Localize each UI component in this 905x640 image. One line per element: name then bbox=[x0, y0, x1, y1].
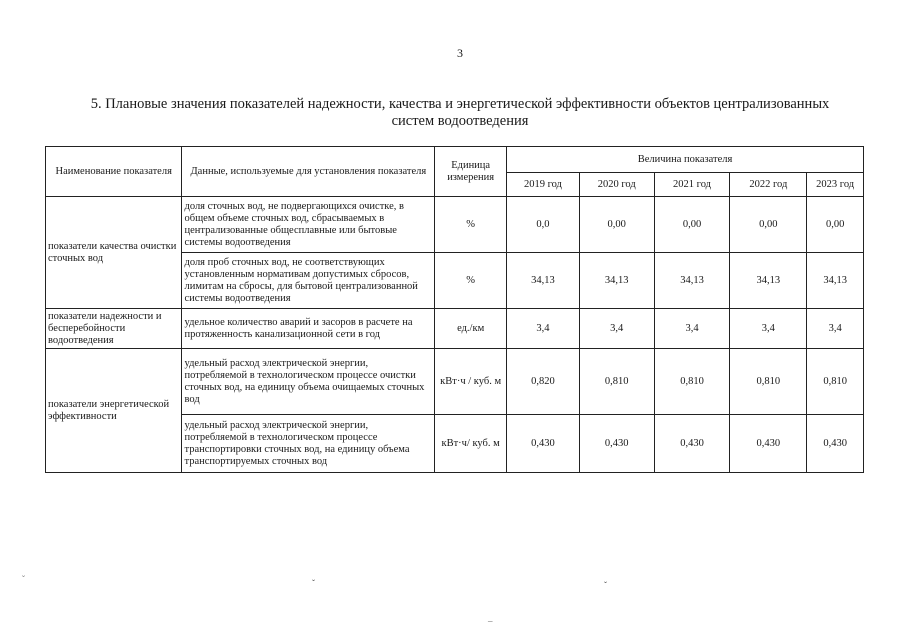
value-2023: 0,810 bbox=[807, 349, 864, 415]
header-data: Данные, используемые для установления показателя bbox=[182, 147, 435, 197]
row-unit: кВт·ч/ куб. м bbox=[435, 415, 507, 473]
value-2019: 34,13 bbox=[507, 253, 580, 309]
value-2022: 0,430 bbox=[730, 415, 807, 473]
row-description: доля сточных вод, не подвергающихся очистке, в общем объеме сточных вод, сбрасываемых в централизованные общесплавные или бытовые системы водоотведения bbox=[182, 197, 435, 253]
value-2019: 0,820 bbox=[507, 349, 580, 415]
value-2022: 3,4 bbox=[730, 309, 807, 349]
value-2019: 0,430 bbox=[507, 415, 580, 473]
value-2019: 3,4 bbox=[507, 309, 580, 349]
value-2020: 3,4 bbox=[579, 309, 654, 349]
value-2021: 0,810 bbox=[654, 349, 730, 415]
header-unit: Единица измерения bbox=[435, 147, 507, 197]
scan-speck: ˇ bbox=[604, 580, 607, 590]
title-line-1: 5. Плановые значения показателей надежности, качества и энергетической эффективности объектов централизованных bbox=[90, 96, 830, 112]
value-2020: 0,430 bbox=[579, 415, 654, 473]
scan-speck: ˘ bbox=[22, 574, 25, 584]
value-2023: 34,13 bbox=[807, 253, 864, 309]
row-unit: кВт·ч / куб. м bbox=[435, 349, 507, 415]
value-2022: 0,00 bbox=[730, 197, 807, 253]
row-description: удельный расход электрической энергии, потребляемой в технологическом процессе очистки сточных вод, на единицу объема очищаемых сточных вод bbox=[182, 349, 435, 415]
value-2021: 3,4 bbox=[654, 309, 730, 349]
value-2023: 0,00 bbox=[807, 197, 864, 253]
group-name-quality: показатели качества очистки сточных вод bbox=[46, 197, 182, 309]
title-line-2: систем водоотведения bbox=[391, 113, 529, 129]
row-unit: % bbox=[435, 253, 507, 309]
row-description: доля проб сточных вод, не соответствующих установленным нормативам допустимых сбросов, лимитам на сбросы, для бытовой централизованной системы водоотведения bbox=[182, 253, 435, 309]
value-2023: 3,4 bbox=[807, 309, 864, 349]
page-number: 3 bbox=[457, 46, 463, 60]
group-name-reliability: показатели надежности и бесперебойности водоотведения bbox=[46, 309, 182, 349]
row-description: удельный расход электрической энергии, потребляемой в технологическом процессе транспортировки сточных вод, на единицу объема транспортируемых сточных вод bbox=[182, 415, 435, 473]
header-year-2019: 2019 год bbox=[507, 173, 580, 197]
header-name: Наименование показателя bbox=[46, 147, 182, 197]
indicators-table bbox=[45, 146, 864, 473]
value-2020: 0,810 bbox=[579, 349, 654, 415]
value-2021: 0,00 bbox=[654, 197, 730, 253]
scan-speck: ¯ bbox=[488, 620, 493, 630]
scan-speck: ˇ bbox=[312, 578, 315, 588]
document-title bbox=[60, 96, 860, 130]
value-2021: 0,430 bbox=[654, 415, 730, 473]
value-2019: 0,0 bbox=[507, 197, 580, 253]
header-value: Величина показателя bbox=[507, 147, 864, 173]
header-year-2021: 2021 год bbox=[654, 173, 730, 197]
header-year-2023: 2023 год bbox=[807, 173, 864, 197]
value-2020: 0,00 bbox=[579, 197, 654, 253]
group-name-energy: показатели энергетической эффективности bbox=[46, 349, 182, 473]
table-row bbox=[46, 197, 864, 253]
row-unit: ед./км bbox=[435, 309, 507, 349]
value-2021: 34,13 bbox=[654, 253, 730, 309]
value-2022: 34,13 bbox=[730, 253, 807, 309]
header-year-2022: 2022 год bbox=[730, 173, 807, 197]
row-unit: % bbox=[435, 197, 507, 253]
row-description: удельное количество аварий и засоров в расчете на протяженность канализационной сети в год bbox=[182, 309, 435, 349]
table-row bbox=[46, 309, 864, 349]
value-2023: 0,430 bbox=[807, 415, 864, 473]
value-2022: 0,810 bbox=[730, 349, 807, 415]
value-2020: 34,13 bbox=[579, 253, 654, 309]
table-row bbox=[46, 349, 864, 415]
header-year-2020: 2020 год bbox=[579, 173, 654, 197]
